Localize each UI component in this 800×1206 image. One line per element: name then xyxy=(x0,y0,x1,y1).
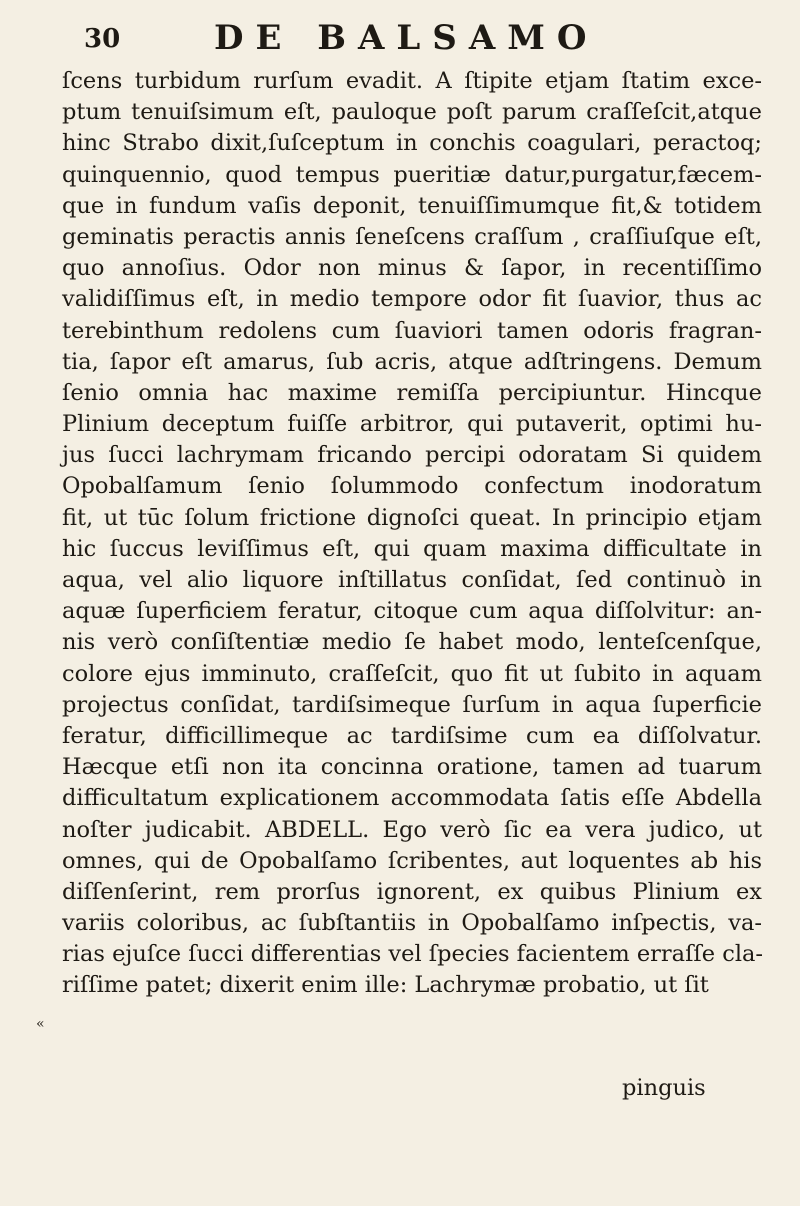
page-number: 30 xyxy=(84,24,121,54)
text-line: difficultatum explicationem accommodata ſatis eſſe Abdella xyxy=(62,785,762,812)
running-title: DE BALSAMO xyxy=(214,18,599,58)
text-line: que in fundum vaſis deponit, tenuiſſimumque fit,& totidem xyxy=(62,192,762,219)
text-line: tia, ſapor eſt amarus, ſub acris, atque adſtringens. Demum xyxy=(62,348,762,375)
text-line: projectus conſidat, tardiſsimeque ſurſum in aqua ſuperficie xyxy=(62,691,762,718)
text-line: Plinium deceptum fuiſſe arbitror, qui putaverit, optimi hu- xyxy=(62,411,762,438)
text-line: feratur, difficillimeque ac tardiſsime cum ea diſſolvatur. xyxy=(62,722,762,749)
text-line: variis coloribus, ac ſubſtantiis in Opobalſamo inſpectis, va- xyxy=(62,910,762,937)
text-line: aqua, vel alio liquore inſtillatus conſidat, ſed continuò in xyxy=(62,567,762,593)
text-line: hic ſuccus leviſſimus eſt, qui quam maxima difficultate in xyxy=(62,535,762,562)
catchword: pinguis xyxy=(622,1075,706,1101)
text-line: quinquennio, quod tempus pueritiæ datur,purgatur,fæcem- xyxy=(62,161,762,188)
text-line: rias ejuſce ſucci differentias vel ſpecies facientem erraſſe cla- xyxy=(62,941,764,968)
text-line: quo annoſius. Odor non minus & ſapor, in recentiſſimo xyxy=(62,255,762,282)
text-line: aquæ ſuperficiem feratur, citoque cum aqua diſſolvitur: an- xyxy=(62,598,762,625)
text-line: omnes, qui de Opobalſamo ſcribentes, aut loquentes ab his xyxy=(62,847,762,874)
text-line: noſter judicabit. ABDELL. Ego verò ſic ea vera judico, ut xyxy=(62,816,762,843)
text-line: validiſſimus eſt, in medio tempore odor fit ſuavior, thus ac xyxy=(62,286,762,313)
text-line: jus ſucci lachrymam fricando percipi odoratam Si quidem xyxy=(62,442,762,469)
text-line: ſenio omnia hac maxime remiſſa percipiuntur. Hincque xyxy=(62,379,762,406)
text-line: ptum tenuiſsimum eſt, pauloque poſt parum craſſeſcit,atque xyxy=(62,99,762,126)
text-line: diſſenſerint, rem prorſus ignorent, ex quibus Plinium ex xyxy=(62,878,762,905)
text-line: fit, ut tūc ſolum frictione dignoſci queat. In principio etjam xyxy=(62,504,762,531)
page-header xyxy=(84,14,764,60)
text-line: Hæcque etſi non ita concinna oratione, tamen ad tuarum xyxy=(62,754,762,781)
text-line: terebinthum redolens cum ſuaviori tamen odoris fragran- xyxy=(62,317,762,344)
text-line: geminatis peractis annis ſeneſcens craſſum , craſſiuſque eſt, xyxy=(62,223,762,250)
text-line: nis verò conſiſtentiæ medio ſe habet modo, lenteſcenſque, xyxy=(62,629,762,656)
body-text xyxy=(62,66,762,1002)
margin-quote-mark: « xyxy=(36,1016,45,1032)
text-line: colore ejus imminuto, craſſeſcit, quo fit ut ſubito in aquam xyxy=(62,660,762,687)
text-line: ſcens turbidum rurſum evadit. A ſtipite etjam ſtatim exce- xyxy=(62,68,762,94)
text-line: riſſime patet; dixerit enim ille: Lachrymæ probatio, ut ſit xyxy=(62,972,709,999)
text-line: Opobalſamum ſenio ſolummodo confectum inodoratum xyxy=(62,473,762,500)
text-line: hinc Strabo dixit,ſuſceptum in conchis coagulari, peractoq; xyxy=(62,130,762,157)
